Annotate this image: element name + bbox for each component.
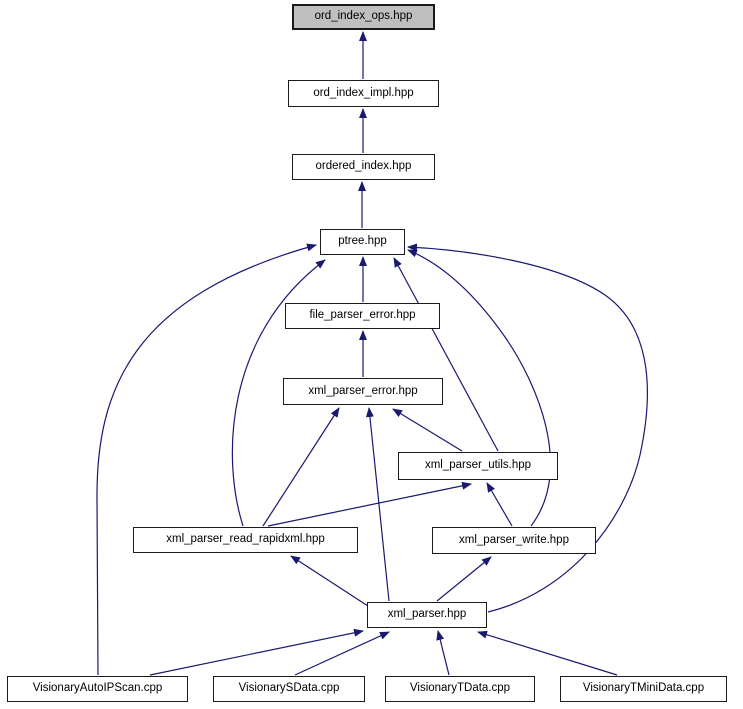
node-file-parser-error-hpp[interactable]: file_parser_error.hpp: [285, 303, 440, 329]
edge-VisionaryTMiniData-to-xml_parser: [478, 632, 617, 675]
edge-xml_parser-to-xml_parser_read_rapidxml: [291, 556, 368, 606]
node-xml-parser-read-rapidxml-hpp[interactable]: xml_parser_read_rapidxml.hpp: [133, 527, 358, 553]
node-ord-index-impl-hpp[interactable]: ord_index_impl.hpp: [288, 80, 439, 107]
edge-VisionaryAutoIPScan-to-xml_parser: [150, 631, 363, 675]
node-xml-parser-utils-hpp[interactable]: xml_parser_utils.hpp: [398, 452, 558, 480]
node-visionary-auto-ip-scan-cpp[interactable]: VisionaryAutoIPScan.cpp: [7, 676, 188, 702]
node-visionary-tdata-cpp[interactable]: VisionaryTData.cpp: [385, 676, 535, 702]
edge-xml_parser_utils-to-ptree: [394, 258, 498, 451]
edge-xml_parser_write-to-xml_parser_utils: [487, 483, 512, 526]
edge-xml_parser-to-ptree: [408, 247, 647, 612]
edge-xml_parser_utils-to-xml_parser_error: [393, 409, 462, 451]
edge-xml_parser-to-xml_parser_write: [437, 557, 491, 601]
node-ordered-index-hpp[interactable]: ordered_index.hpp: [292, 154, 435, 180]
edge-xml_parser_read_rapidxml-to-xml_parser_error: [263, 408, 339, 526]
edge-VisionarySData-to-xml_parser: [295, 632, 389, 675]
node-visionary-tmini-data-cpp[interactable]: VisionaryTMiniData.cpp: [560, 676, 727, 702]
node-visionary-sdata-cpp[interactable]: VisionarySData.cpp: [213, 676, 365, 702]
node-xml-parser-error-hpp[interactable]: xml_parser_error.hpp: [283, 378, 443, 405]
node-ord-index-ops-hpp[interactable]: ord_index_ops.hpp: [292, 4, 435, 30]
node-ptree-hpp[interactable]: ptree.hpp: [320, 229, 405, 255]
edge-VisionaryTData-to-xml_parser: [438, 631, 449, 675]
node-xml-parser-hpp[interactable]: xml_parser.hpp: [367, 602, 487, 628]
edge-xml_parser_read_rapidxml-to-xml_parser_utils: [268, 484, 471, 526]
edge-VisionaryAutoIPScan-to-ptree: [97, 245, 316, 675]
node-xml-parser-write-hpp[interactable]: xml_parser_write.hpp: [432, 527, 596, 554]
